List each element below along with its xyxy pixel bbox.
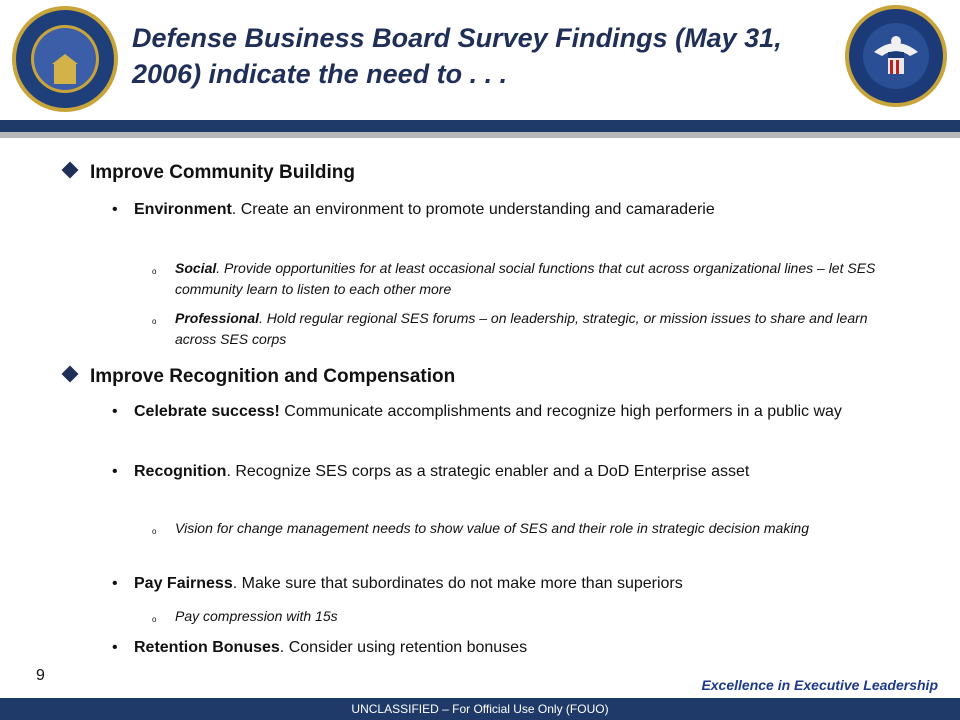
sub-bullet-icon: o — [152, 317, 157, 326]
header-rule — [0, 120, 960, 132]
list-item: • Environment. Create an environment to promote understanding and camaraderie — [112, 198, 872, 221]
section-heading: Improve Recognition and Compensation — [62, 366, 455, 388]
sub-list-item: o Vision for change management needs to show value of SES and their role in strategic decision making — [152, 518, 892, 539]
elm-peo-seal-icon — [10, 4, 120, 114]
section-heading: Improve Community Building — [62, 162, 355, 184]
sub-bullet-icon: o — [152, 527, 157, 536]
bullet-icon: • — [112, 639, 118, 656]
list-item: • Pay Fairness. Make sure that subordinates do not make more than superiors — [112, 572, 872, 595]
bullet-icon: • — [112, 575, 118, 592]
sub-list-item: o Professional. Hold regular regional SES forums – on leadership, strategic, or mission issues to share and learn across SES corps — [152, 310, 868, 347]
sub-list-item: o Social. Provide opportunities for at least occasional social functions that cut across organizational lines – let SES community learn to listen to each other more — [152, 260, 876, 297]
sub-bullet-icon: o — [152, 615, 157, 624]
list-item: • Retention Bonuses. Consider using retention bonuses — [112, 636, 872, 659]
sub-bullet-icon: o — [152, 267, 157, 276]
list-item: • Recognition. Recognize SES corps as a strategic enabler and a DoD Enterprise asset — [112, 460, 872, 483]
diamond-bullet-icon — [62, 366, 79, 383]
bullet-icon: • — [112, 403, 118, 420]
classification-banner: UNCLASSIFIED – For Official Use Only (FOUO) — [0, 698, 960, 720]
slide-title: Defense Business Board Survey Findings (May 31, 2006) indicate the need to . . . — [132, 23, 782, 89]
slide-header — [0, 0, 960, 122]
list-item: • Celebrate success! Communicate accomplishments and recognize high performers in a public way — [112, 400, 872, 423]
sub-list-item: o Pay compression with 15s — [152, 606, 892, 627]
footer-motto: Excellence in Executive Leadership — [701, 677, 938, 693]
bullet-icon: • — [112, 463, 118, 480]
page-number: 9 — [36, 667, 45, 684]
dod-seal-icon — [844, 4, 948, 108]
header-rule-shadow — [0, 132, 960, 138]
diamond-bullet-icon — [62, 162, 79, 179]
bullet-icon: • — [112, 201, 118, 218]
